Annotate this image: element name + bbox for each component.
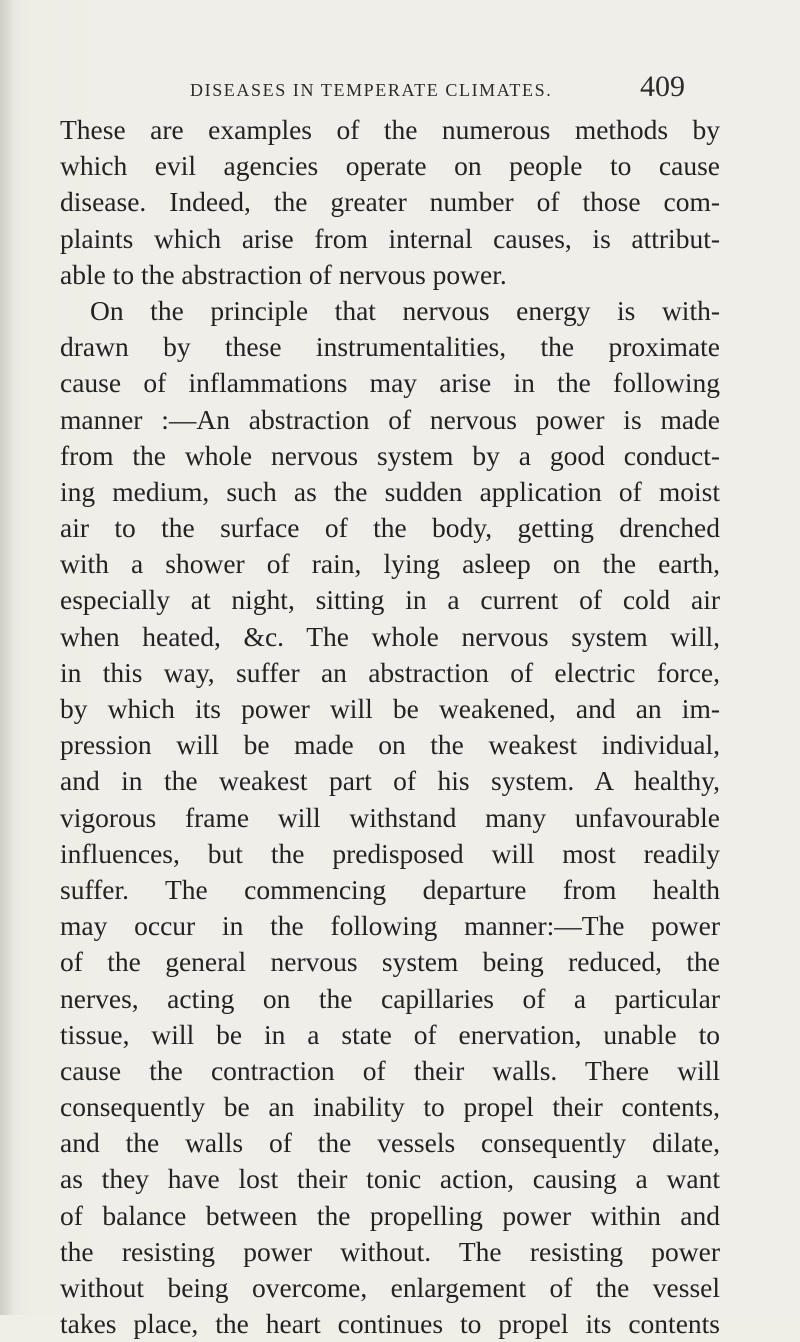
text-line: may occur in the following manner:—The power [60,910,720,942]
running-header [0,70,800,110]
text-line: disease. Indeed, the greater number of those com- [60,186,720,218]
text-line: from the whole nervous system by a good conduct- [60,439,720,471]
text-line: drawn by these instrumentalities, the proximate [60,331,720,363]
text-line: consequently be an inability to propel their contents, [60,1091,720,1123]
text-line: tissue, will be in a state of enervation, unable to [60,1018,720,1050]
text-line: influences, but the predisposed will most readily [60,837,720,869]
text-line: pression will be made on the weakest individual, [60,729,720,761]
text-line: suffer. The commencing departure from health [60,873,720,905]
page-gutter-shadow [0,0,14,1315]
text-line: the resisting power without. The resisting power [60,1235,720,1267]
text-line: manner :—An abstraction of nervous power is made [60,403,720,435]
text-line: of balance between the propelling power within and [60,1199,720,1231]
text-line: as they have lost their tonic action, causing a want [60,1163,720,1195]
text-line: cause the contraction of their walls. There will [60,1054,720,1086]
text-line: On the principle that nervous energy is with- [90,294,720,326]
text-line: which evil agencies operate on people to cause [60,150,720,182]
text-line: without being overcome, enlargement of the vessel [60,1272,720,1303]
text-line: especially at night, sitting in a current of cold air [60,584,720,616]
text-line: in this way, suffer an abstraction of electric force, [60,656,720,688]
text-line: of the general nervous system being reduced, the [60,946,720,978]
page-number: 409 [640,70,685,103]
text-line: plaints which arise from internal causes, is attribut- [60,222,720,254]
text-line: vigorous frame will withstand many unfavourable [60,801,720,833]
text-line: ing medium, such as the sudden application of moist [60,475,720,507]
text-line: and the walls of the vessels consequently dilate, [60,1127,720,1159]
text-line: with a shower of rain, lying asleep on the earth, [60,548,720,580]
text-line: These are examples of the numerous methods by [60,114,720,145]
text-line: takes place, the heart continues to propel its contents [60,1308,720,1340]
running-title: DISEASES IN TEMPERATE CLIMATES. [190,80,553,100]
text-line: when heated, &c. The whole nervous system will, [60,620,720,652]
text-line: cause of inflammations may arise in the following [60,367,720,399]
text-line: able to the abstraction of nervous power. [60,258,507,290]
text-line: by which its power will be weakened, and an im- [60,693,720,724]
text-line: air to the surface of the body, getting drenched [60,512,720,544]
body-text [60,112,720,1342]
text-line: nerves, acting on the capillaries of a particular [60,982,720,1014]
text-line: and in the weakest part of his system. A healthy, [60,765,720,797]
